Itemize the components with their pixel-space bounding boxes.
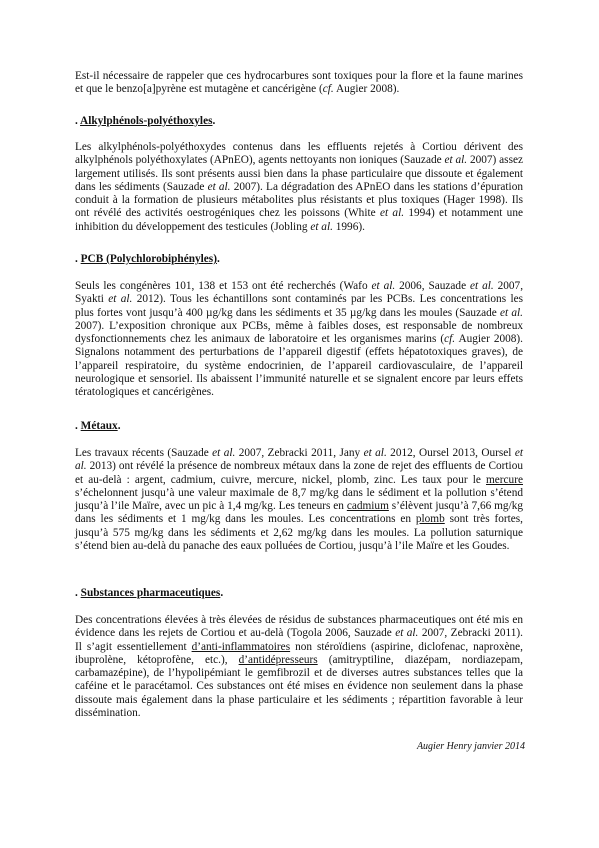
underlined-term: plomb bbox=[415, 513, 445, 526]
italic-run: cf. bbox=[322, 83, 334, 96]
underlined-term: d’antidépresseurs bbox=[238, 653, 318, 666]
text-run: Est-il nécessaire de rappeler que ces hydrocarbures sont toxiques pour la flore et la faune marines et que le benzo[a]pyrène est mutagène et cancérigène ( bbox=[75, 70, 523, 96]
pcb-paragraph: Seuls les congénères 101, 138 et 153 ont été recherchés (Wafo et al. 2006, Sauzade et al. 2007, Syakti et al. 2012). Tous les échantillons sont contaminés par les PCBs. Les concentrations les plus fortes vont jusqu’à 400 µg/kg dans les sédiments et 35 µg/kg dans les moules (Sauzade et al. 2007). L’exposition chronique aux PCBs, même à faibles doses, est responsable de nombreux dysfonctionnements chez les animaux de laboratoire et les organismes marins (cf. Augier 2008). Signalons notamment des perturbations de l’appareil digestif (effets hépatotoxiques graves), de l’appareil respiratoire, du système endocrinien, de l’appareil cardiovasculaire, de l’appareil neurologique et sensoriel. Ils abaissent l’immunité naturelle et se signalent encore par leurs effets tératologiques et cancérigènes. bbox=[75, 280, 524, 399]
text-run: Augier 2008). bbox=[333, 83, 400, 96]
heading-title: PCB (Polychlorobiphényles) bbox=[80, 253, 217, 265]
section-heading-alkylphenols: . Alkylphénols-polyéthoxyles. bbox=[75, 115, 216, 127]
heading-title: Alkylphénols-polyéthoxyles bbox=[80, 115, 213, 127]
heading-title: Métaux bbox=[80, 420, 118, 432]
section-heading-metaux: . Métaux. bbox=[75, 420, 121, 432]
underlined-term: cadmium bbox=[346, 500, 389, 513]
alkylphenols-paragraph: Les alkylphénols-polyéthoxydes contenus dans les effluents rejetés à Cortiou dérivent des alkylphénols polyéthoxylates (APnEO), agents nettoyants non ioniques (Sauzade et al. 2007) assez largement utilisés. Ils sont présents aussi bien dans la phase particulaire que dissoute et également dans les sédiments (Sauzade et al. 2007). La dégradation des APnEO dans les stations d’épuration conduit à la formation de plusieurs métabolites plus résistants et plus toxiques (Hager 1998). Ils ont révélé des activités oestrogéniques chez les poissons (White et al. 1994) et notamment une inhibition du développement des testicules (Jobling et al. 1996). bbox=[75, 141, 523, 233]
section-heading-pcb: . PCB (Polychlorobiphényles). bbox=[75, 253, 220, 265]
pharmaceutiques-paragraph: Des concentrations élevées à très élevées de résidus de substances pharmaceutiques ont été mis en évidence dans les rejets de Cortiou et au-delà (Togola 2006, Sauzade et al. 2007, Zebracki 2011). Il s’agit essentiellement d’anti-inflammatoires non stéroïdiens (aspirine, diclofenac, naproxène, ibuprolène, kétoprofène, etc.), d’antidépresseurs (amitryptiline, diazépam, nordiazepam, carbamazépine), de l’hypolipémiant le gemfibrozil et de diverses autres substances telles que la caféine et le paracétamol. Ces substances ont été mises en évidence non seulement dans la phase dissoute mais également dans la phase particulaire et les sédiments ; répartition favorable à leur dissémination. bbox=[75, 614, 523, 720]
signature: Augier Henry janvier 2014 bbox=[416, 741, 525, 752]
underlined-term: mercure bbox=[485, 473, 523, 486]
intro-paragraph bbox=[75, 70, 523, 97]
heading-title: Substances pharmaceutiques bbox=[80, 587, 221, 599]
section-heading-pharmaceutiques: . Substances pharmaceutiques. bbox=[75, 587, 224, 599]
metaux-paragraph: Les travaux récents (Sauzade et al. 2007, Zebracki 2011, Jany et al. 2012, Oursel 2013, Oursel et al. 2013) ont révélé la présence de nombreux métaux dans la zone de rejet des effluents de Cortiou et au-delà : argent, cadmium, cuivre, mercure, nickel, plomb, zinc. Les taux pour le mercure s’échelonnent jusqu’à une valeur maximale de 8,7 mg/kg dans le sédiment et la pollution s’étend jusqu’à l’ile Maïre, avec un pic à 1,4 mg/kg. Les teneurs en cadmium s’élèvent jusqu’à 7,66 mg/kg dans les sédiments et 1 mg/kg dans les moules. Les concentrations en plomb sont très fortes, jusqu’à 575 mg/kg dans les sédiments et 2,62 mg/kg dans les moules. La pollution saturnique s’étend bien au-delà du panache des eaux polluées de Cortiou, jusqu’à l’ile Maïre et les Goudes. bbox=[75, 447, 524, 553]
underlined-term: d’anti-inflammatoires bbox=[191, 640, 291, 653]
